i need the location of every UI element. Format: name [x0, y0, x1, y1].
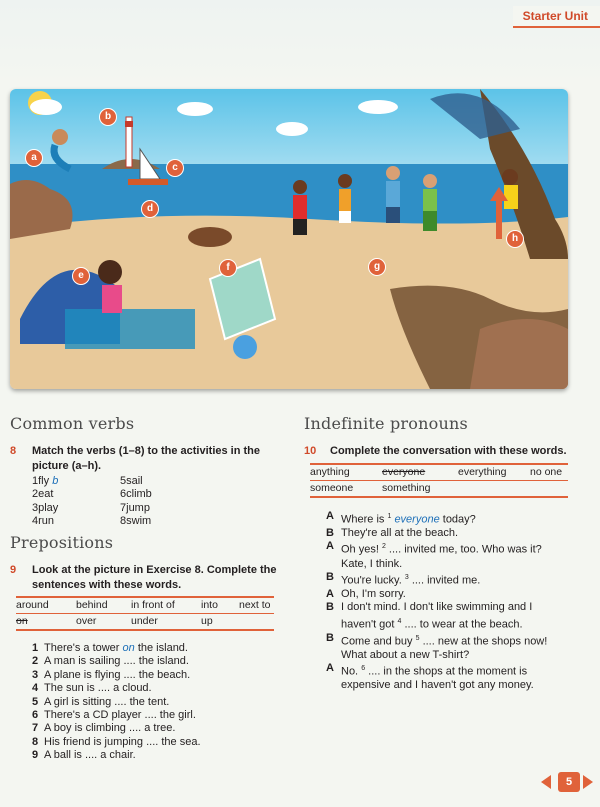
- line-text: [341, 540, 558, 570]
- conversation-line: [326, 662, 558, 692]
- conversation-line: [326, 510, 558, 527]
- verb-number: 1: [32, 475, 39, 487]
- scene-label-c: c: [166, 159, 184, 177]
- line-text-after: today?: [439, 513, 476, 526]
- next-page-icon[interactable]: [583, 775, 593, 789]
- instruction-text: Complete the conversation with these words.: [330, 445, 567, 457]
- gap-number: 6: [361, 665, 366, 673]
- line-text-before: Where is: [341, 513, 388, 526]
- sentence-text: There's a tower: [44, 642, 123, 654]
- verb-item: [32, 488, 120, 501]
- line-text-after: .... invited me.: [408, 574, 481, 587]
- speaker-label: A: [326, 588, 334, 600]
- verb-item: [32, 475, 120, 488]
- page-header-band: [0, 0, 600, 86]
- gap-number: 1: [387, 513, 392, 520]
- scene-label-h: h: [506, 230, 524, 248]
- word-box-word: no one: [530, 466, 563, 478]
- line-text: [341, 601, 558, 631]
- scene-label-b: b: [99, 108, 117, 126]
- previous-page-icon[interactable]: [541, 775, 551, 789]
- word-box-word: in front of: [131, 599, 175, 611]
- sentence-number: 9: [32, 749, 39, 762]
- exercise-8-instruction: [10, 444, 260, 473]
- exercise-9-instruction: [10, 563, 280, 592]
- line-text-before: No.: [341, 666, 362, 678]
- conversation: [326, 510, 558, 693]
- conversation-line: [326, 540, 558, 570]
- line-text-before: Oh yes!: [341, 544, 382, 557]
- speaker-label: B: [326, 527, 334, 540]
- line-text-before: You're lucky.: [341, 574, 405, 587]
- sentence-number: 1: [32, 642, 39, 654]
- verb-number: 3: [32, 501, 39, 514]
- exercise-10-instruction: [304, 444, 574, 459]
- verb-number: 8: [120, 515, 127, 528]
- beach-scene-svg: [10, 89, 568, 389]
- speaker-label: B: [326, 570, 334, 583]
- verb-text: swim: [126, 515, 152, 528]
- pronouns-word-box: [310, 463, 568, 498]
- word-box-word: everyone: [382, 466, 426, 478]
- sentence-text: The sun is .... a cloud.: [44, 682, 152, 695]
- instruction-text: Look at the picture in Exercise 8. Complete the sentences with these words.: [32, 564, 277, 591]
- sentence-text: A boy is climbing .... a tree.: [44, 722, 176, 735]
- exercise-number: 10: [304, 445, 317, 457]
- gap-answer: everyone: [394, 513, 440, 526]
- speaker-label: B: [326, 601, 334, 614]
- sentence-number: 4: [32, 682, 39, 695]
- sentence-text: His friend is jumping .... the sea.: [44, 735, 201, 748]
- unit-label: Starter Unit: [513, 6, 600, 26]
- gap-number: 4: [397, 617, 402, 625]
- verb-number: 5: [120, 475, 127, 487]
- verbs-list: [32, 475, 180, 529]
- gap-number: 3: [404, 573, 409, 581]
- heading-common-verbs: Common verbs: [10, 414, 135, 433]
- prepositions-sentences: [32, 642, 292, 763]
- line-text-before: Come and buy: [341, 635, 416, 648]
- sentence-number: 8: [32, 735, 39, 748]
- sentence-item: [32, 749, 292, 762]
- verb-item: [120, 502, 180, 515]
- line-text-before: I don't mind. I don't like swimming and I haven't got: [341, 601, 533, 631]
- line-text: [341, 588, 558, 601]
- sentence-number: 6: [32, 709, 39, 722]
- sentence-number: 5: [32, 695, 39, 708]
- word-box-word: someone: [310, 482, 354, 494]
- page-number: 5: [558, 772, 580, 792]
- verb-text: eat: [38, 488, 54, 501]
- word-box-word: around: [16, 599, 49, 611]
- gap-number: 5: [415, 634, 420, 642]
- verb-text: run: [38, 515, 55, 528]
- line-text-before: They're all at the beach.: [341, 527, 459, 540]
- heading-prepositions: Prepositions: [10, 533, 114, 552]
- verb-text: climb: [126, 488, 152, 501]
- verb-item: [32, 515, 120, 528]
- word-box-word: everything: [458, 466, 507, 478]
- verb-text: jump: [126, 501, 150, 514]
- verb-text: fly: [38, 475, 50, 487]
- conversation-line: [326, 632, 558, 662]
- sentence-item: [32, 642, 292, 655]
- prepositions-word-box: [16, 596, 274, 631]
- verb-text: play: [38, 501, 59, 514]
- scene-label-d: d: [141, 200, 159, 218]
- line-text: [341, 662, 558, 692]
- line-text: [341, 527, 558, 540]
- word-box-word: up: [201, 615, 213, 627]
- sentence-item: [32, 736, 292, 749]
- sentence-text: There's a CD player .... the girl.: [44, 709, 196, 722]
- sentence-item: [32, 655, 292, 668]
- speaker-label: A: [326, 540, 334, 553]
- exercise-number: 9: [10, 564, 17, 576]
- conversation-line: [326, 571, 558, 588]
- word-box-word: something: [382, 482, 431, 494]
- verb-item: [120, 475, 180, 488]
- sentence-item: [32, 682, 292, 695]
- verb-item: [120, 515, 180, 528]
- sentence-item: [32, 696, 292, 709]
- sentence-item: [32, 669, 292, 682]
- verb-number: 7: [120, 501, 127, 514]
- gap-number: 2: [381, 543, 386, 551]
- line-text-after: .... in the shops at the moment is expensive and I haven't got any money.: [341, 666, 534, 692]
- speaker-label: A: [326, 662, 334, 675]
- sentence-text: A man is sailing .... the island.: [44, 655, 189, 668]
- verb-number: 4: [32, 515, 39, 528]
- line-text-after: .... new at the shops now! What about a new T-shirt?: [341, 635, 548, 661]
- word-box-word: over: [76, 615, 97, 627]
- scene-label-f: f: [219, 259, 237, 277]
- word-box-word: on: [16, 615, 28, 627]
- word-box-word: under: [131, 615, 158, 627]
- line-text-after: .... to wear at the beach.: [401, 618, 523, 631]
- word-box-word: next to: [239, 599, 271, 611]
- speaker-label: B: [326, 631, 334, 644]
- word-box-word: behind: [76, 599, 108, 611]
- sentence-text: A plane is flying .... the beach.: [44, 668, 191, 681]
- beach-illustration: [10, 89, 568, 389]
- sentence-text: A girl is sitting .... the tent.: [44, 695, 170, 708]
- conversation-line: [326, 601, 558, 631]
- verb-item: [32, 502, 120, 515]
- line-text: [341, 510, 558, 527]
- line-text-after: .... invited me, too. Who was it? Kate, I think.: [341, 544, 542, 570]
- scene-label-e: e: [72, 267, 90, 285]
- sentence-answer: on: [122, 642, 135, 654]
- word-box-word: anything: [310, 466, 350, 478]
- verb-number: 6: [120, 488, 127, 501]
- conversation-line: [326, 527, 558, 540]
- speaker-label: A: [326, 510, 334, 522]
- line-text: [341, 632, 558, 662]
- heading-indefinite-pronouns: Indefinite pronouns: [304, 414, 468, 433]
- conversation-line: [326, 588, 558, 601]
- sentence-item: [32, 722, 292, 735]
- sentence-text-after: the island.: [134, 642, 188, 654]
- line-text: [341, 571, 558, 588]
- exercise-number: 8: [10, 445, 17, 457]
- sentence-text: A ball is .... a chair.: [44, 749, 136, 762]
- sentence-number: 3: [32, 668, 39, 681]
- line-text-before: Oh, I'm sorry.: [341, 588, 406, 600]
- instruction-text: Match the verbs (1–8) to the activities in the picture (a–h).: [32, 445, 261, 472]
- scene-label-a: a: [25, 149, 43, 167]
- verb-text: sail: [126, 475, 143, 487]
- sentence-number: 7: [32, 722, 39, 735]
- sentence-item: [32, 709, 292, 722]
- verb-answer: b: [52, 475, 59, 487]
- sentence-number: 2: [32, 655, 39, 668]
- verb-number: 2: [32, 488, 39, 501]
- verb-item: [120, 488, 180, 501]
- scene-label-g: g: [368, 258, 386, 276]
- word-box-word: into: [201, 599, 218, 611]
